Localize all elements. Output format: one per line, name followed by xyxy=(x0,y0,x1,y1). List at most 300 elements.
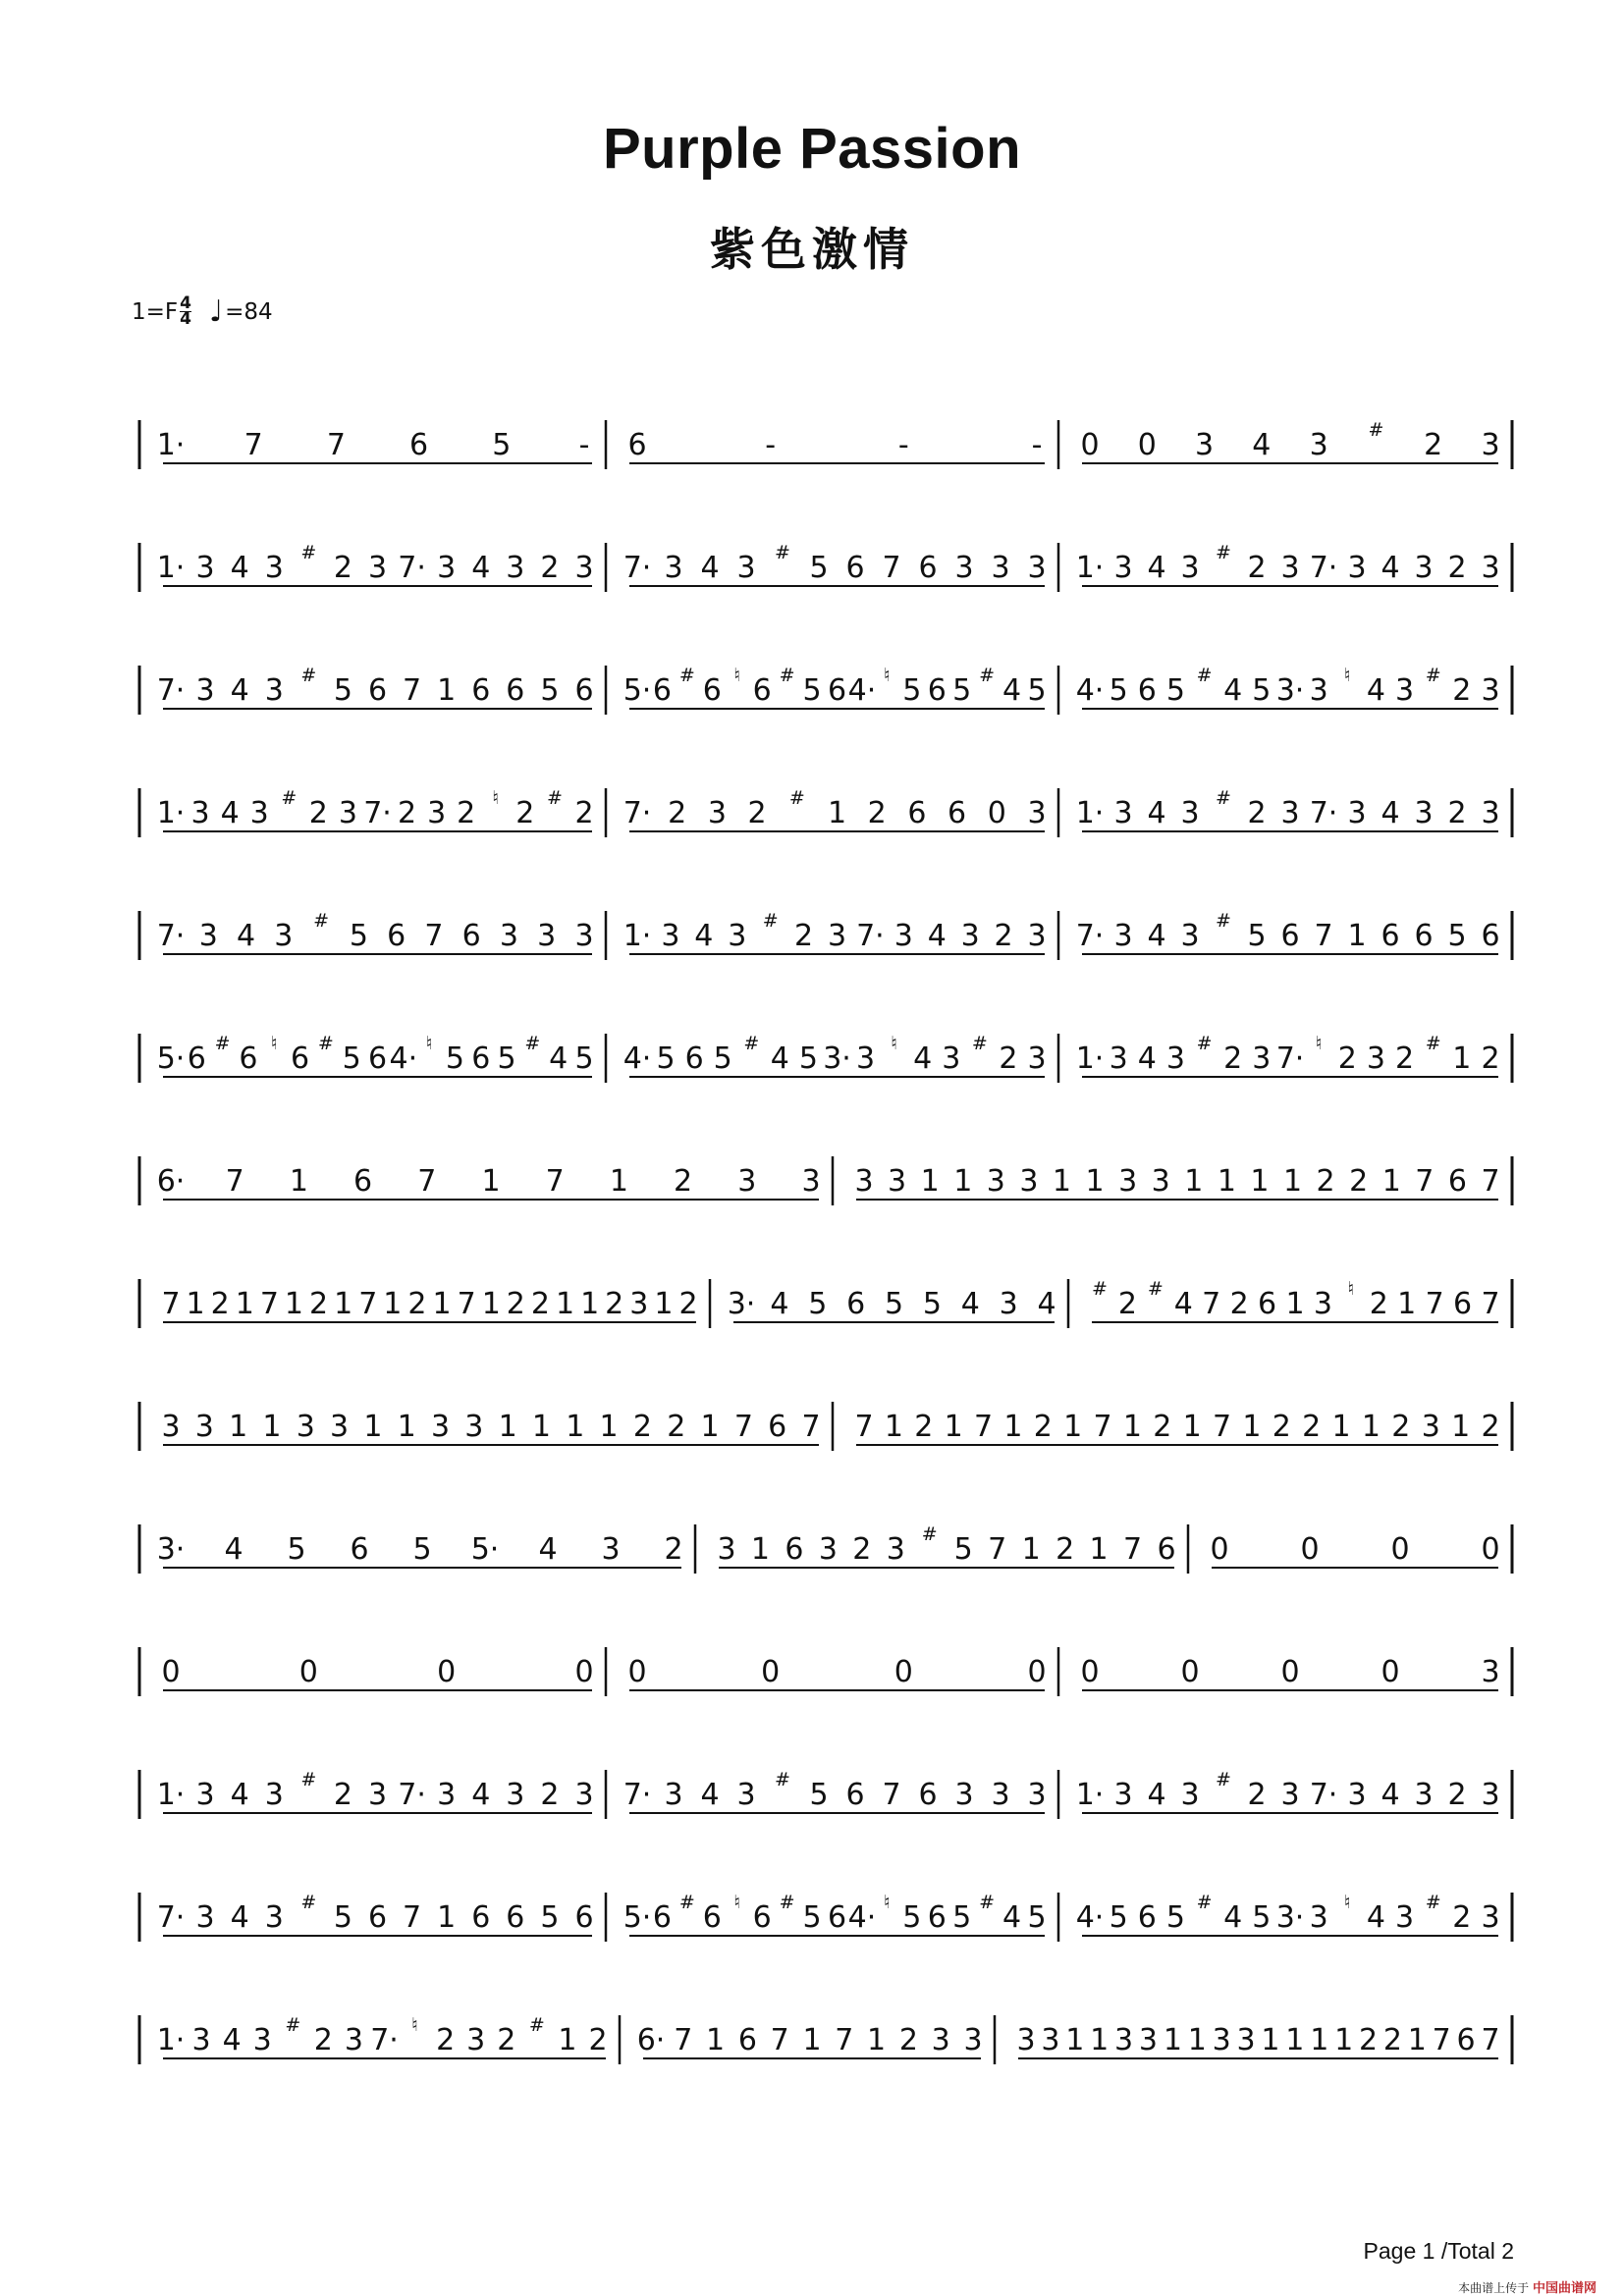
note: 0 xyxy=(1300,1532,1320,1567)
note: 6 xyxy=(353,1164,373,1199)
note: 3 xyxy=(1114,2023,1134,2057)
note: 2 xyxy=(309,1287,329,1321)
note: 3· xyxy=(1275,1900,1305,1935)
time-signature-top: 4 xyxy=(180,294,191,313)
note: - xyxy=(578,428,590,462)
note: 2 xyxy=(1117,1287,1137,1321)
note: 2 xyxy=(588,2023,608,2057)
note: 3 xyxy=(1180,796,1200,830)
note: 7 xyxy=(854,1410,874,1444)
note: 7 xyxy=(733,1410,753,1444)
note: 2 xyxy=(1349,1164,1369,1199)
note: 4 xyxy=(1173,1287,1193,1321)
note: 3 xyxy=(195,673,215,708)
note: 3 xyxy=(1280,796,1300,830)
note: 0 xyxy=(1137,428,1157,462)
note: 1· xyxy=(156,1778,186,1812)
note: 3 xyxy=(506,1778,525,1812)
note: 1 xyxy=(363,1410,383,1444)
accidental: ♮ xyxy=(492,787,500,809)
note: 5 xyxy=(492,428,512,462)
accidental: # xyxy=(979,665,996,686)
note: 4 xyxy=(224,1532,244,1567)
note: 7· xyxy=(856,919,885,953)
note: 1 xyxy=(1063,1410,1083,1444)
note: 5 xyxy=(574,1041,594,1076)
note: 2 xyxy=(574,796,594,830)
note: 5 xyxy=(802,673,822,708)
note: 3 xyxy=(574,1778,594,1812)
note: 5 xyxy=(952,1900,972,1935)
note: 7 xyxy=(1481,1164,1500,1199)
note: 6 xyxy=(291,1041,310,1076)
note: 2 xyxy=(457,796,476,830)
note: 1 xyxy=(654,1287,674,1321)
note: 7· xyxy=(156,919,186,953)
note: 3 xyxy=(1027,796,1047,830)
note: 7 xyxy=(403,1900,422,1935)
note: 1 xyxy=(706,2023,726,2057)
note: 2 xyxy=(1358,2023,1379,2057)
note: 3 xyxy=(1309,673,1328,708)
note: 3 xyxy=(1027,1778,1047,1812)
note: 0 xyxy=(627,1655,647,1689)
accidental: ♮ xyxy=(425,1033,433,1054)
note: 4 xyxy=(927,919,947,953)
note: 3 xyxy=(1016,2023,1036,2057)
note: 6 xyxy=(1137,1900,1157,1935)
note: 3 xyxy=(736,1778,756,1812)
note: 1 xyxy=(884,1410,903,1444)
note: 5 xyxy=(902,1900,922,1935)
note: 6 xyxy=(947,796,967,830)
note: 1 xyxy=(1003,1410,1023,1444)
note: 4 xyxy=(1223,1900,1243,1935)
accidental: # xyxy=(1092,1278,1108,1300)
note: 3 xyxy=(574,551,594,585)
note: 3 xyxy=(249,796,269,830)
note: 2 xyxy=(1481,1410,1500,1444)
note: 6 xyxy=(471,1041,491,1076)
note: 0 xyxy=(161,1655,181,1689)
note: 1 xyxy=(229,1410,248,1444)
note: 2 xyxy=(867,796,887,830)
note: 3 xyxy=(330,1410,350,1444)
note: 2 xyxy=(1153,1410,1172,1444)
upload-credit xyxy=(1458,2277,1597,2296)
note: 5· xyxy=(623,673,652,708)
note: 3 xyxy=(506,551,525,585)
note: 3· xyxy=(727,1287,756,1321)
note: 6 xyxy=(846,1287,866,1321)
note: - xyxy=(1031,428,1043,462)
note: 2 xyxy=(1369,1287,1388,1321)
note: 5 xyxy=(1247,919,1267,953)
accidental: ♮ xyxy=(733,1892,741,1913)
accidental: # xyxy=(1216,1769,1231,1790)
note: 3 xyxy=(264,673,284,708)
note: 6· xyxy=(636,2023,666,2057)
note: 1 xyxy=(566,1410,585,1444)
note: 0 xyxy=(761,1655,781,1689)
note: 6 xyxy=(1481,919,1500,953)
note: 2 xyxy=(407,1287,427,1321)
note: 0 xyxy=(1210,1532,1229,1567)
note: 5 xyxy=(497,1041,516,1076)
note: 7 xyxy=(1213,1410,1232,1444)
note: 3 xyxy=(1395,1900,1415,1935)
accidental: # xyxy=(528,2014,545,2036)
note: 7 xyxy=(244,428,263,462)
note: 5 xyxy=(540,673,560,708)
note: 7· xyxy=(1309,1778,1338,1812)
page-indicator: Page 1 /Total 2 xyxy=(1363,2238,1514,2264)
note: 3 xyxy=(942,1041,961,1076)
note: 5 xyxy=(808,1287,828,1321)
note: 6 xyxy=(652,673,672,708)
note: 3 xyxy=(629,1287,649,1321)
note: 2 xyxy=(308,796,328,830)
note: 7 xyxy=(882,1778,901,1812)
accidental: ♮ xyxy=(883,665,891,686)
note: 5 xyxy=(713,1041,732,1076)
note: 7 xyxy=(1425,1287,1444,1321)
note: 3 xyxy=(1236,2023,1256,2057)
note: 3 xyxy=(195,551,215,585)
note: 1 xyxy=(437,1900,457,1935)
note: 6 xyxy=(387,919,406,953)
note: 6 xyxy=(367,1041,388,1076)
note: 4 xyxy=(770,1287,789,1321)
note: 2 xyxy=(674,1164,693,1199)
accidental: # xyxy=(1147,1278,1164,1300)
note: 1 xyxy=(555,1287,575,1321)
note: 3 xyxy=(1138,2023,1159,2057)
note: 6 xyxy=(1157,1532,1176,1567)
note: 6 xyxy=(918,551,938,585)
note: 5 xyxy=(809,551,829,585)
note: 1 xyxy=(1250,1164,1270,1199)
note: 6 xyxy=(752,673,772,708)
note: 3 xyxy=(1366,1041,1385,1076)
note: 2 xyxy=(530,1287,550,1321)
note: 2 xyxy=(1481,1041,1500,1076)
note: 4 xyxy=(1223,673,1243,708)
note: 7· xyxy=(623,1778,652,1812)
note: 2 xyxy=(1316,1164,1335,1199)
note: 7 xyxy=(1481,2023,1500,2057)
accidental: # xyxy=(313,910,330,932)
note: 3 xyxy=(999,1287,1018,1321)
accidental: # xyxy=(300,665,317,686)
note: 2 xyxy=(333,1778,352,1812)
note: 3 xyxy=(1027,1041,1047,1076)
note: 3 xyxy=(1109,1041,1128,1076)
note: 6 xyxy=(907,796,927,830)
note: 1 xyxy=(1282,1164,1303,1199)
quarter-note-icon: ♩ xyxy=(208,294,224,329)
note: 5 xyxy=(1027,673,1047,708)
note: 6 xyxy=(845,551,865,585)
note: - xyxy=(765,428,777,462)
note: 0 xyxy=(987,796,1006,830)
note: 1 xyxy=(1217,1164,1236,1199)
note: 3 xyxy=(1481,796,1500,830)
note: 3 xyxy=(601,1532,621,1567)
note: 3 xyxy=(856,1041,876,1076)
accidental: ♮ xyxy=(1315,1033,1323,1054)
note: 3 xyxy=(1027,919,1047,953)
note: 3 xyxy=(893,919,913,953)
accidental: # xyxy=(300,1892,317,1913)
accidental: # xyxy=(1216,910,1231,932)
note: 1 xyxy=(1407,2023,1427,2057)
note: 2 xyxy=(1447,1778,1467,1812)
note: 2 xyxy=(436,2023,456,2057)
note: 6· xyxy=(156,1164,186,1199)
note: 3 xyxy=(1212,2023,1231,2057)
note: 3 xyxy=(274,919,294,953)
note: 4 xyxy=(1380,551,1400,585)
note: 4 xyxy=(960,1287,980,1321)
note: 5 xyxy=(798,1041,818,1076)
accidental: # xyxy=(300,542,317,563)
note: 5 xyxy=(656,1041,676,1076)
note: 1· xyxy=(1075,551,1105,585)
note: 6 xyxy=(927,1900,947,1935)
note: 7 xyxy=(835,2023,854,2057)
note: 1 xyxy=(1347,919,1367,953)
note: 1 xyxy=(953,1164,973,1199)
note: 6 xyxy=(1380,919,1400,953)
note: 4 xyxy=(1147,796,1166,830)
note: 0 xyxy=(1280,1655,1300,1689)
note: 3· xyxy=(156,1532,186,1567)
note: 1· xyxy=(623,919,652,953)
note: 4 xyxy=(1137,1041,1157,1076)
note: 3 xyxy=(264,1900,284,1935)
note: 4 xyxy=(1002,1900,1022,1935)
note: 2 xyxy=(1452,1900,1472,1935)
note: 5 xyxy=(349,919,368,953)
note: 4 xyxy=(230,551,249,585)
note: 3 xyxy=(1041,2023,1060,2057)
note: 1 xyxy=(867,2023,887,2057)
accidental: # xyxy=(779,1892,795,1913)
note: 1 xyxy=(580,1287,600,1321)
accidental: # xyxy=(546,787,563,809)
note: 6 xyxy=(752,1900,772,1935)
note: 2 xyxy=(898,2023,918,2057)
note: 1 xyxy=(1184,1164,1204,1199)
note: 6 xyxy=(702,1900,722,1935)
note: 6 xyxy=(367,673,388,708)
note: 4· xyxy=(847,673,877,708)
note: 7· xyxy=(1275,1041,1305,1076)
note: 1· xyxy=(156,428,186,462)
note: 2 xyxy=(999,1041,1018,1076)
note: 1 xyxy=(1163,2023,1182,2057)
note: 3 xyxy=(963,2023,983,2057)
accidental: # xyxy=(1196,1033,1213,1054)
note: 3 xyxy=(960,919,980,953)
note: 0 xyxy=(1481,1532,1500,1567)
note: 7· xyxy=(370,2023,399,2057)
note: 3 xyxy=(437,551,457,585)
note: 3 xyxy=(854,1164,874,1199)
note: 3· xyxy=(823,1041,851,1076)
note: 2 xyxy=(747,796,767,830)
note: 6 xyxy=(627,428,647,462)
note: 3 xyxy=(264,551,284,585)
note: 6 xyxy=(574,673,594,708)
note: 3 xyxy=(195,1900,215,1935)
note: 1 xyxy=(1361,1410,1381,1444)
note: 7 xyxy=(1122,1532,1143,1567)
note: 4 xyxy=(549,1041,568,1076)
note: 4 xyxy=(700,1778,720,1812)
note: 3 xyxy=(1414,1778,1434,1812)
note: 6 xyxy=(927,673,947,708)
note: 7 xyxy=(801,1410,821,1444)
accidental: # xyxy=(285,2014,301,2036)
note: 2 xyxy=(1056,1532,1075,1567)
note: 3 xyxy=(931,2023,950,2057)
note: 3 xyxy=(991,1778,1010,1812)
accidental: ♮ xyxy=(733,665,741,686)
note: 6 xyxy=(1137,673,1157,708)
note: 7· xyxy=(623,796,652,830)
note: 1 xyxy=(920,1164,940,1199)
note: 3 xyxy=(1180,1778,1200,1812)
note: 0 xyxy=(1390,1532,1410,1567)
note: 6 xyxy=(737,2023,757,2057)
note: 7 xyxy=(882,551,901,585)
note: 1 xyxy=(481,1164,501,1199)
note: 1 xyxy=(944,1410,963,1444)
note: 3 xyxy=(1019,1164,1039,1199)
note: 2 xyxy=(794,919,814,953)
note: 1 xyxy=(284,1287,304,1321)
note: 3 xyxy=(191,2023,211,2057)
note: 3 xyxy=(661,919,680,953)
note: 4· xyxy=(1075,673,1105,708)
accidental: # xyxy=(971,1033,988,1054)
note: 1 xyxy=(1122,1410,1142,1444)
note: 3 xyxy=(537,919,557,953)
note: 7 xyxy=(424,919,444,953)
note: 7 xyxy=(1432,2023,1451,2057)
upload-text: 本曲谱上传于 xyxy=(1458,2281,1530,2295)
note: 2 xyxy=(994,919,1013,953)
note: 3 xyxy=(1414,551,1434,585)
accidental: ♮ xyxy=(270,1033,278,1054)
note: 3 xyxy=(466,2023,486,2057)
note: 7· xyxy=(156,1900,186,1935)
note: 1 xyxy=(1085,1164,1105,1199)
note: 2 xyxy=(1395,1041,1415,1076)
note: 1 xyxy=(609,1164,628,1199)
note: 7 xyxy=(973,1410,994,1444)
note: 7 xyxy=(457,1287,476,1321)
accidental: # xyxy=(1216,542,1231,563)
note: 3 xyxy=(707,796,727,830)
note: 3 xyxy=(827,919,847,953)
note: 1 xyxy=(397,1410,416,1444)
note: 3 xyxy=(1481,551,1500,585)
note: 4 xyxy=(222,2023,242,2057)
note: 1 xyxy=(186,1287,205,1321)
note: 1 xyxy=(235,1287,254,1321)
accidental: # xyxy=(1368,419,1384,441)
note: 5 xyxy=(1165,673,1185,708)
note: 6 xyxy=(1447,1164,1467,1199)
accidental: # xyxy=(214,1033,231,1054)
note: 3 xyxy=(888,1164,907,1199)
note: 2 xyxy=(1229,1287,1249,1321)
note: 2 xyxy=(1247,1778,1267,1812)
note: 3 xyxy=(1151,1164,1170,1199)
note: 5 xyxy=(1109,1900,1128,1935)
note: 5 xyxy=(342,1041,361,1076)
note: 3 xyxy=(717,1532,736,1567)
note: 6 xyxy=(239,1041,258,1076)
accidental: ♮ xyxy=(1343,1892,1351,1913)
note: 5 xyxy=(287,1532,306,1567)
note: 0 xyxy=(1027,1655,1047,1689)
song-subtitle: 紫色激情 xyxy=(710,223,914,276)
note: 6 xyxy=(506,673,525,708)
note: 6 xyxy=(702,673,722,708)
note: 3 xyxy=(367,551,388,585)
note: 0 xyxy=(1080,1655,1100,1689)
note: 4 xyxy=(230,1778,249,1812)
note: 7· xyxy=(156,673,186,708)
note: 6 xyxy=(684,1041,704,1076)
note: 7 xyxy=(358,1287,378,1321)
note: 7 xyxy=(161,1287,181,1321)
note: 1 xyxy=(531,1410,552,1444)
note: 4 xyxy=(471,551,491,585)
note: 3 xyxy=(818,1532,838,1567)
note: 1 xyxy=(383,1287,403,1321)
note: 5 xyxy=(1027,1900,1047,1935)
note: 3 xyxy=(499,919,519,953)
note: 2 xyxy=(1247,796,1267,830)
note: 3 xyxy=(1252,1041,1272,1076)
note: 6 xyxy=(409,428,429,462)
note: 3 xyxy=(1395,673,1415,708)
key-signature: 1=F xyxy=(132,298,179,325)
note: 3 xyxy=(1113,1778,1133,1812)
note: 4 xyxy=(1147,1778,1166,1812)
note: 2 xyxy=(1382,2023,1402,2057)
note: 4 xyxy=(694,919,714,953)
note: 6 xyxy=(471,673,491,708)
note: 2 xyxy=(678,1287,698,1321)
note: 1 xyxy=(700,1410,720,1444)
note: 1 xyxy=(1285,2023,1305,2057)
accidental: # xyxy=(979,1892,996,1913)
note: 3 xyxy=(801,1164,821,1199)
note: 5· xyxy=(623,1900,652,1935)
accidental: ♮ xyxy=(1347,1278,1355,1300)
note: 3 xyxy=(1195,428,1215,462)
note: 1 xyxy=(1334,2023,1354,2057)
note: 4 xyxy=(770,1041,789,1076)
note: 3 xyxy=(161,1410,181,1444)
note: 1· xyxy=(156,2023,186,2057)
